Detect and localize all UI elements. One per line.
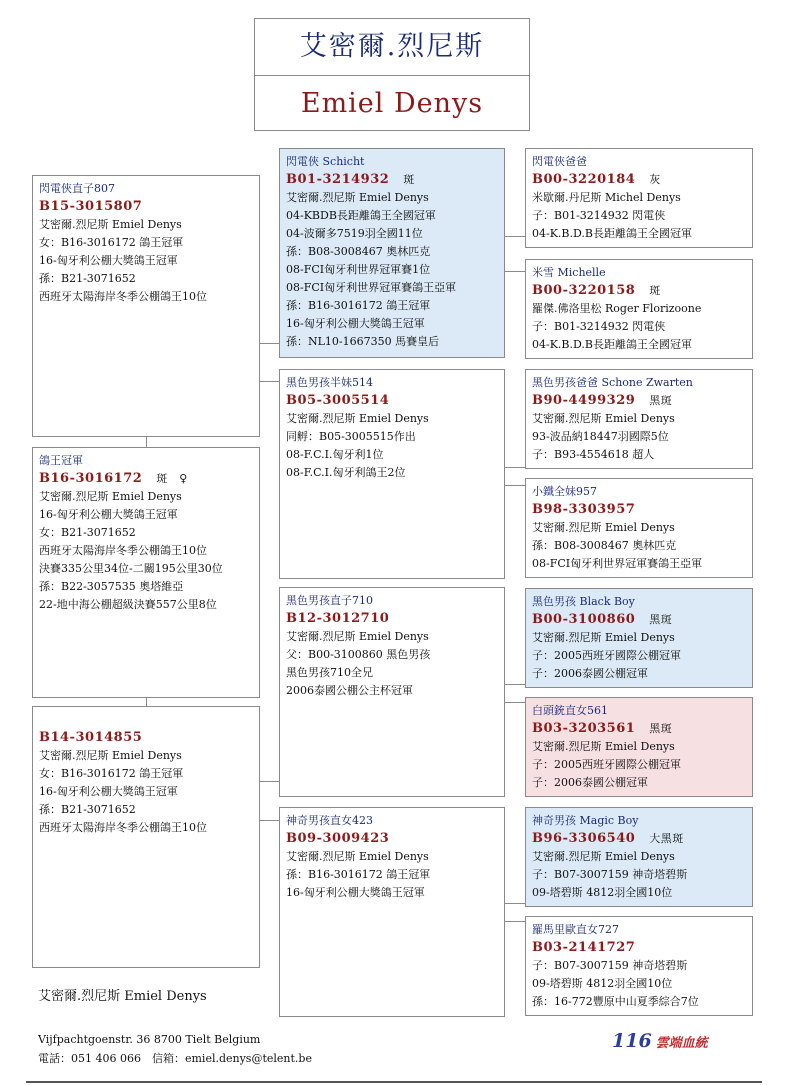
card-line: 同孵：B05-3005515作出 xyxy=(286,430,416,443)
card-line: 09-塔碧斯 4812羽全國10位 xyxy=(532,977,673,990)
card-line: 93-波品納18447羽國際5位 xyxy=(532,430,669,443)
card-line: 子：B01-3214932 閃電俠 xyxy=(532,209,666,222)
ring-number: B00-3100860 xyxy=(532,612,636,627)
connector-line xyxy=(504,236,526,237)
card-line: 子：B07-3007159 神奇塔碧斯 xyxy=(532,959,688,972)
breeder-name-english: Emiel Denys xyxy=(300,88,484,119)
dam-card xyxy=(279,369,505,579)
card-line: 2006泰國公棚公主杯冠軍 xyxy=(286,684,413,697)
card-title: 羅馬里歐直女727 xyxy=(532,923,619,936)
ring-number: B00-3220184 xyxy=(532,172,636,187)
color-tag: 斑 xyxy=(649,284,661,297)
card-line: 西班牙太陽海岸冬季公棚鴿王10位 xyxy=(39,290,207,303)
card-line: 子：2005西班牙國際公棚冠軍 xyxy=(532,758,681,771)
card-line: 艾密爾.烈尼斯 Emiel Denys xyxy=(39,749,182,762)
sire2-dam-card xyxy=(525,697,753,797)
color-tag: 大黑斑 xyxy=(649,832,684,845)
logo-number: 116 xyxy=(612,1030,652,1052)
card-line: 孫：B16-3016172 鴿王冠軍 xyxy=(286,868,431,881)
card-line: 艾密爾.烈尼斯 Emiel Denys xyxy=(286,850,429,863)
ring-number-row xyxy=(532,282,746,300)
card-line: 子：2005西班牙國際公棚冠軍 xyxy=(532,649,681,662)
sire2-sire-card xyxy=(525,588,753,688)
card-line: 08-FCI匈牙利世界冠軍賽鴿王亞軍 xyxy=(532,557,703,570)
card-line: 父：B00-3100860 黑色男孩 xyxy=(286,648,431,661)
card-line: 孫：B08-3008467 奧林匹克 xyxy=(532,539,677,552)
connector-line xyxy=(504,684,526,685)
cloud-pedigree-logo xyxy=(612,1030,708,1052)
ring-number: B03-2141727 xyxy=(532,940,636,955)
card-line: 孫：NL10-1667350 馬賽皇后 xyxy=(286,335,440,348)
card-title: 鴿王冠軍 xyxy=(39,454,83,467)
connector-line xyxy=(259,820,280,821)
card-title: 米雪 Michelle xyxy=(532,266,606,279)
card-line: 西班牙太陽海岸冬季公棚鴿王10位 xyxy=(39,544,207,557)
card-line: 08-F.C.I.匈牙利鴿王2位 xyxy=(286,466,406,479)
card-line: 西班牙太陽海岸冬季公棚鴿王10位 xyxy=(39,821,207,834)
card-line: 決賽335公里34位-二關195公里30位 xyxy=(39,562,223,575)
connector-line xyxy=(504,271,526,272)
sire-dam-card xyxy=(525,259,753,359)
subject-card-3 xyxy=(32,706,260,968)
bottom-divider xyxy=(26,1081,762,1083)
card-line: 黑色男孩710全兄 xyxy=(286,666,373,679)
connector-line xyxy=(146,698,147,706)
card-line: 孫：B16-3016172 鴿王冠軍 xyxy=(286,299,431,312)
card-title: 黑色男孩直子710 xyxy=(286,594,373,607)
card-line: 16-匈牙利公棚大獎鴿王冠軍 xyxy=(39,254,178,267)
connector-line xyxy=(504,485,526,486)
card-line: 艾密爾.烈尼斯 Emiel Denys xyxy=(39,218,182,231)
color-tag: 灰 xyxy=(649,173,661,186)
card-line: 16-匈牙利公棚大獎鴿王冠軍 xyxy=(39,785,178,798)
color-tag: 黑斑 xyxy=(649,722,673,735)
color-tag: 斑 xyxy=(403,173,415,186)
card-line: 孫：B08-3008467 奧林匹克 xyxy=(286,245,431,258)
dam2-dam-card xyxy=(525,916,753,1016)
card-line: 子：B01-3214932 閃電俠 xyxy=(532,320,666,333)
dam-sire-card xyxy=(525,369,753,469)
card-title: 閃電俠 Schicht xyxy=(286,155,365,168)
card-line: 艾密爾.烈尼斯 Emiel Denys xyxy=(532,631,675,644)
breeder-address: Vijfpachtgoenstr. 36 8700 Tielt Belgium xyxy=(38,1033,261,1046)
card-title: 閃電俠爸爸 xyxy=(532,155,587,168)
breeder-footer-name: 艾密爾.烈尼斯 Emiel Denys xyxy=(38,989,207,1004)
card-line: 04-KBDB長距離鴿王全國冠軍 xyxy=(286,209,436,222)
ring-number: B05-3005514 xyxy=(286,393,390,408)
card-line: 子：B07-3007159 神奇塔碧斯 xyxy=(532,868,688,881)
card-line: 08-FCI匈牙利世界冠軍賽鴿王亞軍 xyxy=(286,281,457,294)
card-line: 孫：16-772豐原中山夏季綜合7位 xyxy=(532,995,699,1008)
card-line: 16-匈牙利公棚大獎鴿王冠軍 xyxy=(286,886,425,899)
card-line: 孫：B22-3057535 奧塔維亞 xyxy=(39,580,184,593)
connector-line xyxy=(259,381,280,382)
card-line: 女：B16-3016172 鴿王冠軍 xyxy=(39,767,184,780)
logo-text: 雲端血統 xyxy=(655,1036,708,1051)
card-line: 22-地中海公棚超級決賽557公里8位 xyxy=(39,598,217,611)
card-title: 黑色男孩爸爸 Schone Zwarten xyxy=(532,376,693,389)
ring-number-row xyxy=(532,171,746,189)
card-line: 子：2006泰國公棚冠軍 xyxy=(532,667,648,680)
breeder-contact: 電話：051 406 066 信箱：emiel.denys@telent.be xyxy=(38,1052,312,1065)
card-line: 16-匈牙利公棚大獎鴿王冠軍 xyxy=(286,317,425,330)
ring-number: B01-3214932 xyxy=(286,172,390,187)
connector-line xyxy=(146,437,147,447)
ring-number: B96-3306540 xyxy=(532,831,636,846)
card-line: 艾密爾.烈尼斯 Emiel Denys xyxy=(286,412,429,425)
card-title: 黑色男孩半妹514 xyxy=(286,376,373,389)
card-line: 艾密爾.烈尼斯 Emiel Denys xyxy=(532,412,675,425)
ring-number-row xyxy=(532,611,746,629)
card-title: 閃電俠直子807 xyxy=(39,182,115,195)
ring-number: B00-3220158 xyxy=(532,283,636,298)
card-line: 女：B16-3016172 鴿王冠軍 xyxy=(39,236,184,249)
card-line: 艾密爾.烈尼斯 Emiel Denys xyxy=(39,490,182,503)
card-line: 艾密爾.烈尼斯 Emiel Denys xyxy=(286,191,429,204)
card-line: 08-FCI匈牙利世界冠軍賽1位 xyxy=(286,263,431,276)
subject-card-2 xyxy=(32,447,260,698)
card-title: 黑色男孩 Black Boy xyxy=(532,595,635,608)
breeder-header xyxy=(254,18,530,131)
subject-card-1 xyxy=(32,175,260,437)
card-title: 神奇男孩 Magic Boy xyxy=(532,814,639,827)
card-title: 小鐵全妹957 xyxy=(532,485,597,498)
card-line: 孫：B21-3071652 xyxy=(39,272,136,285)
sire2-card xyxy=(279,587,505,797)
ring-number-row xyxy=(39,470,253,488)
card-line: 艾密爾.烈尼斯 Emiel Denys xyxy=(532,850,675,863)
card-title: 白頭銃直女561 xyxy=(532,704,608,717)
ring-number-row xyxy=(532,720,746,738)
card-line: 子：B93-4554618 超人 xyxy=(532,448,655,461)
card-line: 米歇爾.丹尼斯 Michel Denys xyxy=(532,191,681,204)
card-line: 艾密爾.烈尼斯 Emiel Denys xyxy=(532,521,675,534)
card-line: 04-K.B.D.B長距離鴿王全國冠軍 xyxy=(532,338,693,351)
connector-line xyxy=(259,781,280,782)
card-line: 女：B21-3071652 xyxy=(39,526,136,539)
ring-number-row xyxy=(532,830,746,848)
dam-dam-card xyxy=(525,478,753,578)
sire-sire-card xyxy=(525,148,753,248)
breeder-name-chinese: 艾密爾.烈尼斯 xyxy=(255,19,529,76)
ring-number: B98-3303957 xyxy=(532,502,636,517)
card-line: 08-F.C.I.匈牙利1位 xyxy=(286,448,384,461)
card-line: 16-匈牙利公棚大獎鴿王冠軍 xyxy=(39,508,178,521)
color-sex-tag: 斑 ♀ xyxy=(156,472,188,485)
dam2-sire-card xyxy=(525,807,753,907)
ring-number-row xyxy=(286,171,498,189)
ring-number: B15-3015807 xyxy=(39,199,143,214)
card-line: 子：2006泰國公棚冠軍 xyxy=(532,776,648,789)
connector-line xyxy=(504,702,526,703)
card-line: 04-波爾多7519羽全國11位 xyxy=(286,227,423,240)
connector-line xyxy=(504,467,526,468)
ring-number: B14-3014855 xyxy=(39,730,143,745)
ring-number: B90-4499329 xyxy=(532,393,636,408)
ring-number: B09-3009423 xyxy=(286,831,390,846)
card-line: 孫：B21-3071652 xyxy=(39,803,136,816)
card-line: 09-塔碧斯 4812羽全國10位 xyxy=(532,886,673,899)
color-tag: 黑斑 xyxy=(649,613,673,626)
dam2-card xyxy=(279,807,505,1017)
card-line: 04-K.B.D.B長距離鴿王全國冠軍 xyxy=(532,227,693,240)
card-title: 神奇男孩直女423 xyxy=(286,814,373,827)
sire-card xyxy=(279,148,505,358)
ring-number: B12-3012710 xyxy=(286,611,390,626)
connector-line xyxy=(504,921,526,922)
ring-number: B03-3203561 xyxy=(532,721,636,736)
ring-number: B16-3016172 xyxy=(39,471,143,486)
ring-number-row xyxy=(532,392,746,410)
connector-line xyxy=(259,343,280,344)
color-tag: 黑斑 xyxy=(649,394,673,407)
card-line: 艾密爾.烈尼斯 Emiel Denys xyxy=(286,630,429,643)
card-line: 艾密爾.烈尼斯 Emiel Denys xyxy=(532,740,675,753)
connector-line xyxy=(504,903,526,904)
card-line: 羅傑.佛洛里松 Roger Florizoone xyxy=(532,302,702,315)
